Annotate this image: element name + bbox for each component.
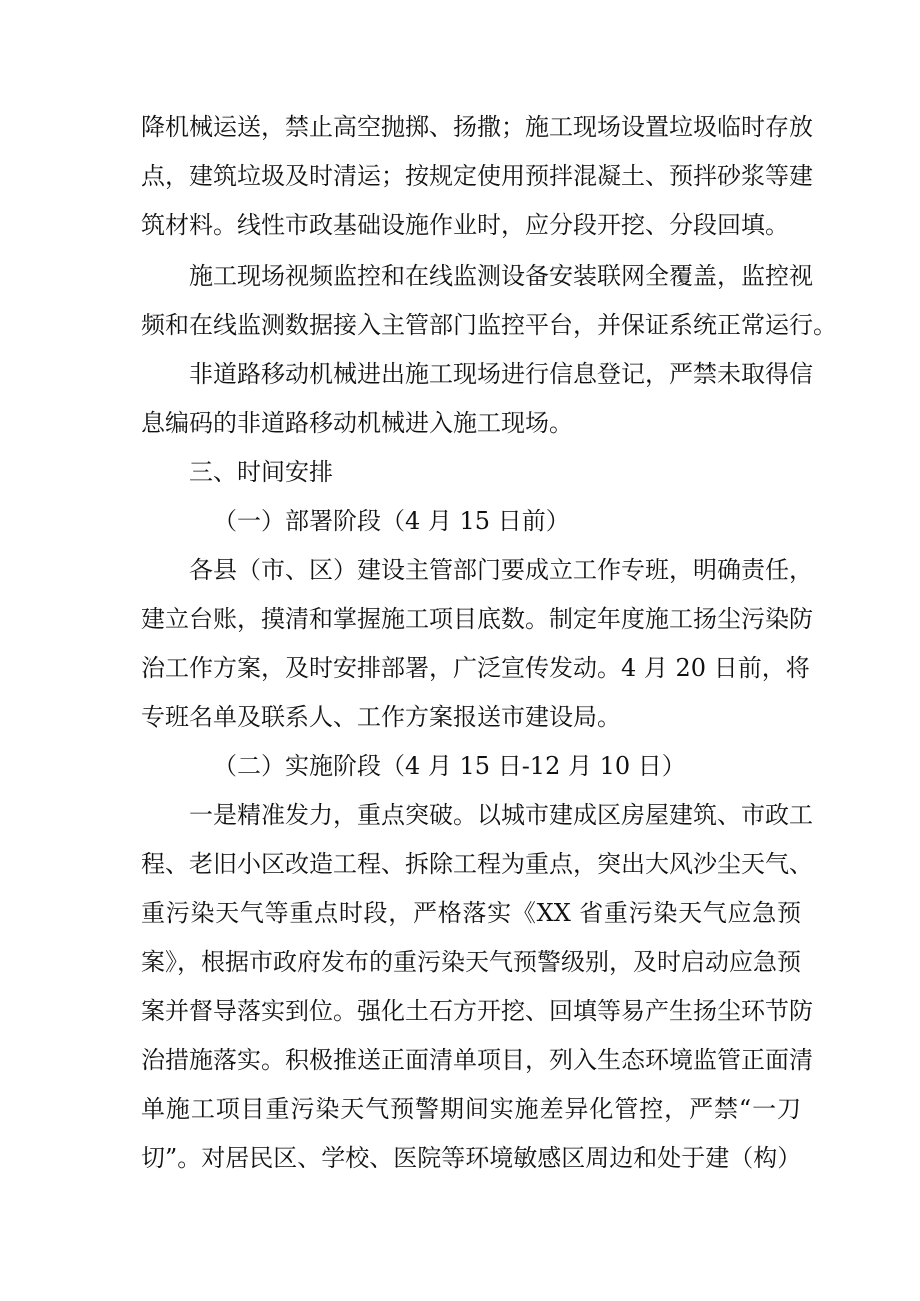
text-line: 施工现场视频监控和在线监测设备安装联网全覆盖，监控视	[189, 262, 813, 290]
text-line: 单施工项目重污染天气预警期间实施差异化管控，严禁“一刀	[141, 1095, 801, 1123]
text-line: 案》，根据市政府发布的重污染天气预警级别，及时启动应急预	[141, 948, 801, 976]
text-line: 切”。对居民区、学校、医院等环境敏感区周边和处于建（构）	[141, 1144, 802, 1172]
text-line: 息编码的非道路移动机械进入施工现场。	[141, 409, 573, 437]
text-line: 降机械运送，禁止高空抛掷、扬撒；施工现场设置垃圾临时存放	[141, 113, 813, 141]
text-line: 治措施落实。积极推送正面清单项目，列入生态环境监管正面清	[141, 1046, 813, 1074]
text-line: 治工作方案，及时安排部署，广泛宣传发动。4 月 20 日前，将	[141, 654, 810, 682]
text-line: 频和在线监测数据接入主管部门监控平台，并保证系统正常运行。	[141, 311, 837, 339]
text-line: 非道路移动机械进出施工现场进行信息登记，严禁未取得信	[189, 360, 813, 388]
subsection-heading: （二）实施阶段（4 月 15 日-12 月 10 日）	[213, 752, 686, 780]
text-line: 程、老旧小区改造工程、拆除工程为重点，突出大风沙尘天气、	[141, 850, 813, 878]
text-line: 建立台账，摸清和掌握施工项目底数。制定年度施工扬尘污染防	[141, 605, 813, 633]
text-line: 一是精准发力，重点突破。以城市建成区房屋建筑、市政工	[189, 801, 813, 829]
section-heading: 三、时间安排	[189, 458, 333, 486]
text-line: 专班名单及联系人、工作方案报送市建设局。	[141, 703, 621, 731]
text-line: 各县（市、区）建设主管部门要成立工作专班，明确责任，	[189, 556, 813, 584]
text-line: 重污染天气等重点时段，严格落实《XX 省重污染天气应急预	[141, 899, 801, 927]
text-line: 筑材料。线性市政基础设施作业时，应分段开挖、分段回填。	[141, 211, 789, 239]
subsection-heading: （一）部署阶段（4 月 15 日前）	[213, 507, 570, 535]
text-line: 案并督导落实到位。强化土石方开挖、回填等易产生扬尘环节防	[141, 997, 813, 1025]
text-line: 点，建筑垃圾及时清运；按规定使用预拌混凝土、预拌砂浆等建	[141, 162, 813, 190]
